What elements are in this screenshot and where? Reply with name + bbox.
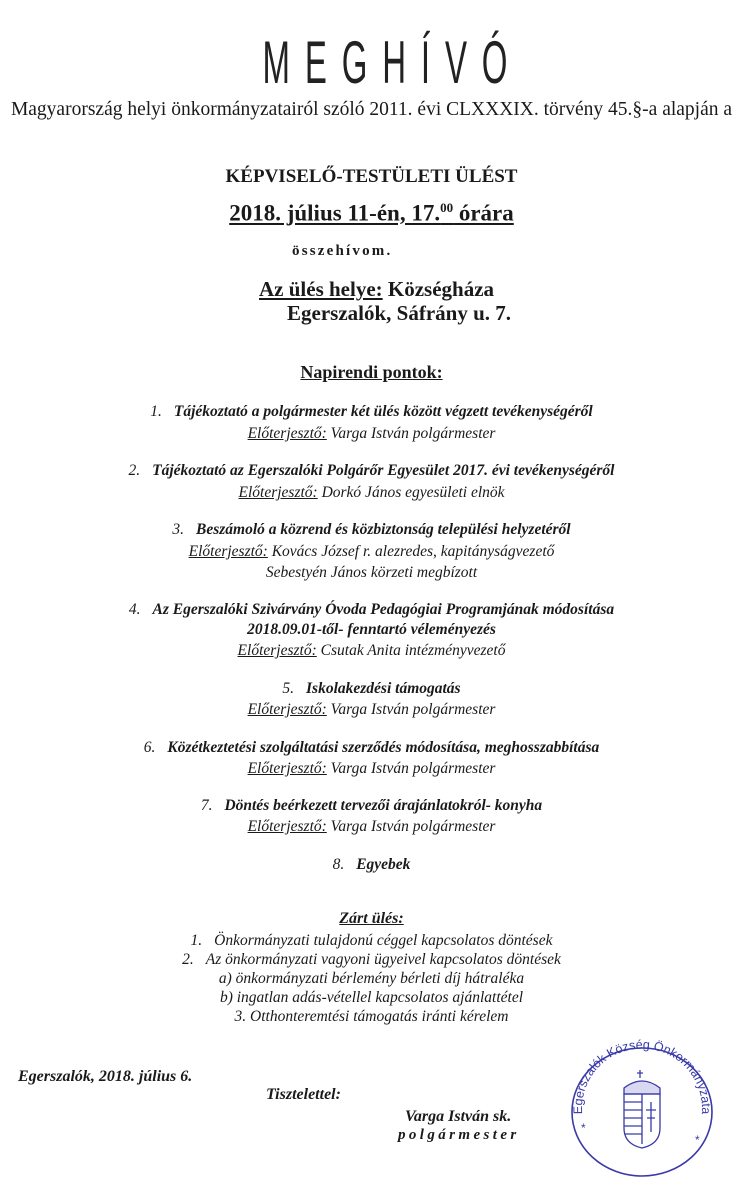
presenter-label: Előterjesztő: (188, 543, 268, 560)
presenter-label: Előterjesztő: (247, 818, 327, 835)
agenda-item (0, 855, 743, 874)
presenter-name: Varga István polgármester (326, 425, 496, 442)
agenda-item (0, 461, 743, 480)
agenda-item (0, 402, 743, 421)
meeting-date-tail: órára (453, 200, 514, 226)
agenda-item (0, 600, 743, 619)
presenter-name: Varga István polgármester (326, 701, 496, 718)
agenda-item-title: Egyebek (356, 856, 411, 873)
agenda-item-extra-presenter: Sebestyén János körzeti megbízott (265, 564, 478, 581)
venue-line (259, 277, 494, 302)
venue-place: Községháza (382, 277, 495, 301)
agenda-item-title: Döntés beérkezett tervezői árajánlatokról- konyha (224, 797, 543, 814)
convene-text: összehívom. (292, 243, 393, 259)
agenda-item-presenter (0, 424, 743, 443)
official-stamp (562, 1032, 722, 1180)
closed-item-text: Önkormányzati tulajdonú céggel kapcsolatos döntések (214, 932, 553, 949)
regards: Tisztelettel: (266, 1086, 341, 1103)
presenter-name: Dorkó János egyesületi elnök (317, 484, 505, 501)
closed-session-item (0, 931, 743, 950)
agenda-item-number: 2. (128, 462, 141, 479)
agenda-item (0, 520, 743, 539)
closed-session-subitem (0, 988, 743, 1007)
meeting-time-minutes: 00 (440, 200, 454, 215)
closed-item-text: Az önkormányzati vagyoni ügyeivel kapcsolatos döntések (205, 951, 561, 968)
presenter-name: Varga István polgármester (326, 760, 496, 777)
legal-basis-intro: Magyarország helyi önkormányzatairól szóló 2011. évi CLXXXIX. törvény 45.§-a alapján a (10, 99, 733, 120)
agenda-item-title: Tájékoztató a polgármester két ülés között végzett tevékenységéről (173, 403, 593, 420)
closed-session-subitem (0, 969, 743, 988)
venue-address: Egerszalók, Sáfrány u. 7. (287, 301, 512, 325)
agenda-item-title: Tájékoztató az Egerszalóki Polgárőr Egyesület 2017. évi tevékenységéről (152, 462, 615, 479)
agenda-item (0, 679, 743, 698)
agenda-item-number: 3. (172, 521, 185, 538)
agenda-heading: Napirendi pontok: (300, 362, 443, 382)
agenda-item (0, 796, 743, 815)
venue-label: Az ülés helye: (259, 277, 383, 301)
agenda-item-presenter (0, 483, 743, 502)
agenda-item-number: 4. (128, 601, 141, 618)
presenter-label: Előterjesztő: (238, 484, 318, 501)
closed-session-item (0, 950, 743, 969)
meeting-date (0, 200, 743, 227)
stamp-star-left-icon: * (581, 1121, 586, 1135)
presenter-name: Csutak Anita intézményvezető (316, 642, 506, 659)
agenda-item-number: 8. (332, 856, 345, 873)
presenter-label: Előterjesztő: (237, 642, 317, 659)
agenda-item-presenter (0, 700, 743, 719)
closed-item-number: 1. (190, 932, 203, 949)
agenda-item-title: Iskolakezdési támogatás (306, 680, 461, 697)
closed-item-text: 3. Otthonteremtési támogatás iránti kérelem (234, 1008, 509, 1025)
presenter-name: Kovács József r. alezredes, kapitányságvezető (267, 543, 555, 560)
agenda-item-title: Az Egerszalóki Szivárvány Óvoda Pedagógiai Programjának módosítása (152, 601, 615, 618)
agenda-item-title-line2: 2018.09.01-től- fenntartó véleményezés (247, 621, 496, 638)
agenda-item-title-continued (0, 620, 743, 639)
signer-role: polgármester (398, 1127, 520, 1143)
agenda-item-title: Közétkeztetési szolgáltatási szerződés módosítása, meghosszabbítása (167, 739, 600, 756)
agenda-item-presenter (0, 641, 743, 660)
agenda-item-number: 7. (200, 797, 213, 814)
presenter-label: Előterjesztő: (247, 760, 327, 777)
meeting-date-main: 2018. július 11-én, 17. (229, 200, 441, 226)
presenter-label: Előterjesztő: (247, 425, 327, 442)
closed-item-text: a) önkormányzati bérlemény bérleti díj hátraléka (218, 970, 525, 987)
coat-of-arms-icon (624, 1070, 660, 1148)
stamp-star-right-icon: * (695, 1133, 700, 1147)
agenda-item-presenter (0, 542, 743, 561)
agenda-item-number: 5. (282, 680, 295, 697)
closed-item-number: 2. (182, 951, 194, 968)
agenda-item-presenter (0, 759, 743, 778)
agenda-item-number: 6. (143, 739, 156, 756)
agenda-item-presenter (0, 817, 743, 836)
agenda-item-number: 1. (150, 403, 162, 420)
presenter-label: Előterjesztő: (247, 701, 327, 718)
presenter-name: Varga István polgármester (326, 818, 496, 835)
closed-session-heading: Zárt ülés: (339, 910, 404, 927)
stamp-text: Egerszalók Község Önkormányzata (570, 1037, 714, 1115)
agenda-item-title: Beszámoló a közrend és közbiztonság települési helyzetéről (196, 521, 571, 538)
document-title: MEGHÍVÓ (262, 29, 523, 96)
signer-name: Varga István sk. (405, 1108, 512, 1125)
agenda-item (0, 738, 743, 757)
assembly-heading: KÉPVISELŐ-TESTÜLETI ÜLÉST (225, 166, 518, 187)
closed-session-item (0, 1007, 743, 1026)
closed-item-text: b) ingatlan adás-vétellel kapcsolatos ajánlattétel (219, 989, 524, 1006)
place-and-date: Egerszalók, 2018. július 6. (18, 1068, 193, 1085)
